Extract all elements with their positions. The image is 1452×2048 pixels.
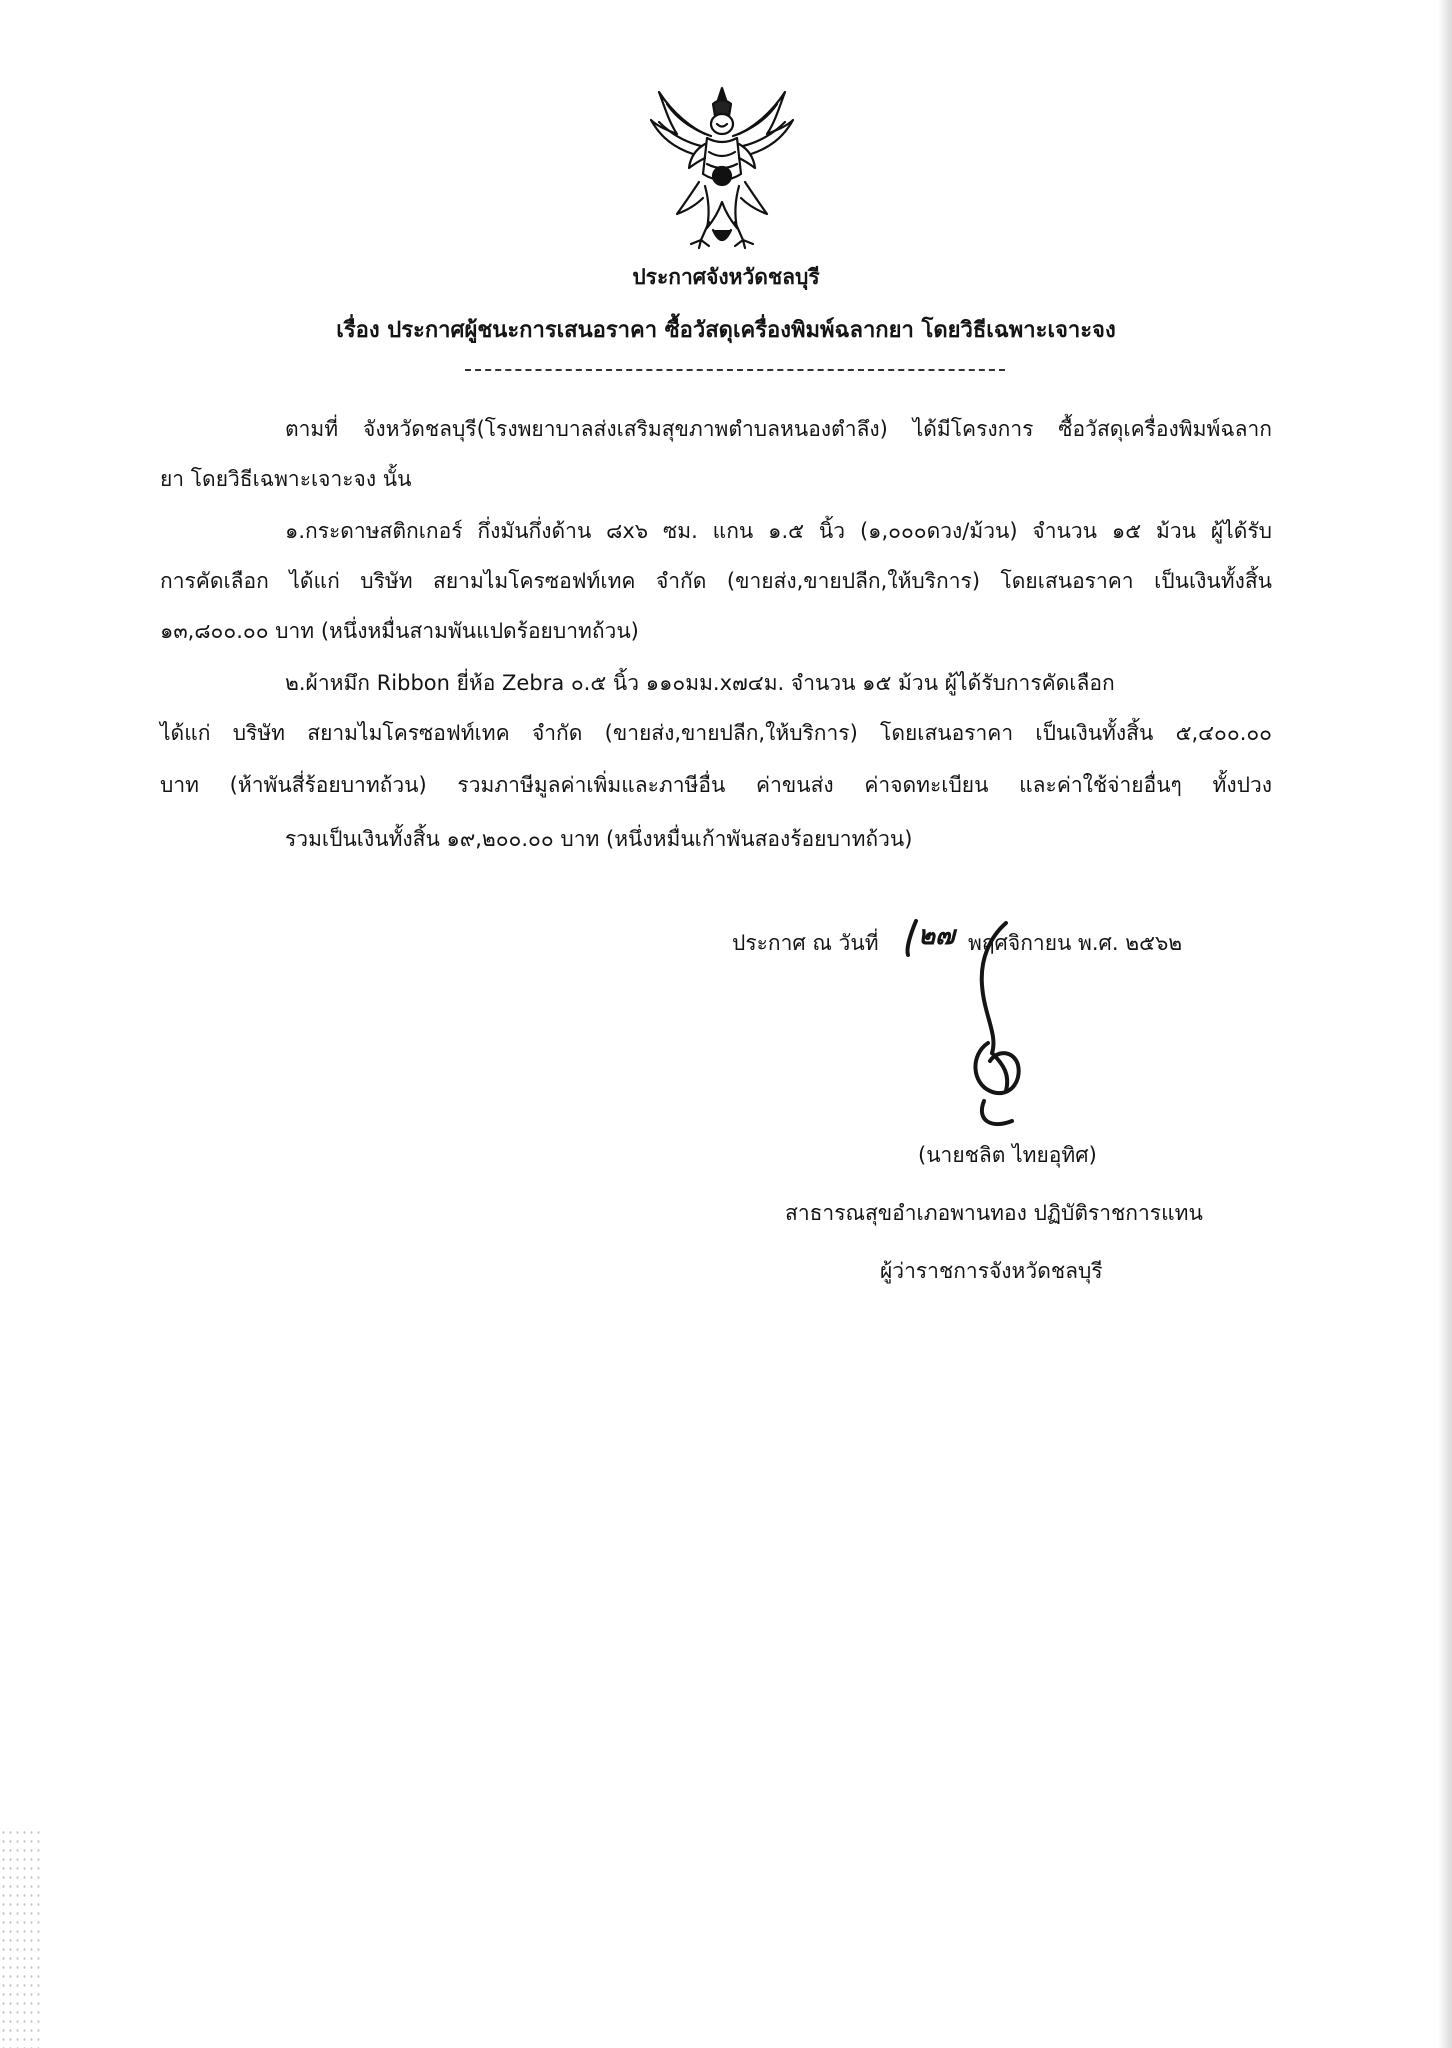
item2-line-3: บาท (ห้าพันสี่ร้อยบาทถ้วน) รวมภาษีมูลค่าเพิ่มและภาษีอื่น ค่าขนส่ง ค่าจดทะเบียน และค่าใช้จ่ายอื่นๆ ทั้งปวง	[160, 773, 1272, 797]
signatory-name: (นายชลิต ไทยอุทิศ)	[918, 1143, 1097, 1167]
dateline-day: ๒๗	[918, 921, 955, 951]
item1-line-1: ๑.กระดาษสติกเกอร์ กึ่งมันกึ่งด้าน ๘x๖ ซม. แกน ๑.๕ นิ้ว (๑,๐๐๐ดวง/ม้วน) จำนวน ๑๕ ม้วน ผู้ได้รับ	[285, 519, 1272, 543]
intro-line-1: ตามที่ จังหวัดชลบุรี(โรงพยาบาลส่งเสริมสุขภาพตำบลหนองตำลึง) ได้มีโครงการ ซื้อวัสดุเครื่องพิมพ์ฉลาก	[285, 417, 1272, 441]
header-divider	[465, 369, 1005, 371]
dateline-month-year: พฤศจิกายน พ.ศ. ๒๕๖๒	[968, 931, 1183, 955]
handwritten-signature	[880, 915, 1100, 1145]
item1-line-3: ๑๓,๘๐๐.๐๐ บาท (หนึ่งหมื่นสามพันแปดร้อยบาทถ้วน)	[160, 619, 639, 643]
page-edge-shadow	[1438, 0, 1452, 2048]
item1-line-2: การคัดเลือก ได้แก่ บริษัท สยามไมโครซอฟท์เทค จำกัด (ขายส่ง,ขายปลีก,ให้บริการ) โดยเสนอราคา เป็นเงินทั้งสิ้น	[160, 569, 1272, 593]
signatory-position: สาธารณสุขอำเภอพานทอง ปฏิบัติราชการแทน	[785, 1201, 1203, 1225]
dateline-prefix: ประกาศ ณ วันที่	[732, 931, 879, 955]
item2-line-1: ๒.ผ้าหมึก Ribbon ยี่ห้อ Zebra ๐.๕ นิ้ว ๑๑๐มม.x๗๔ม. จำนวน ๑๕ ม้วน ผู้ได้รับการคัดเลือก	[285, 671, 1115, 695]
subject-line: เรื่อง ประกาศผู้ชนะการเสนอราคา ซื้อวัสดุเครื่องพิมพ์ฉลากยา โดยวิธีเฉพาะเจาะจง	[336, 318, 1116, 343]
total-amount: รวมเป็นเงินทั้งสิ้น ๑๙,๒๐๐.๐๐ บาท (หนึ่งหมื่นเก้าพันสองร้อยบาทถ้วน)	[285, 827, 913, 851]
scan-speckle	[0, 1828, 40, 2048]
signatory-on-behalf: ผู้ว่าราชการจังหวัดชลบุรี	[880, 1259, 1103, 1283]
issuer-title: ประกาศจังหวัดชลบุรี	[632, 265, 820, 289]
garuda-emblem-icon	[647, 82, 797, 252]
intro-line-2: ยา โดยวิธีเฉพาะเจาะจง นั้น	[160, 467, 412, 491]
item2-line-2: ได้แก่ บริษัท สยามไมโครซอฟท์เทค จำกัด (ขายส่ง,ขายปลีก,ให้บริการ) โดยเสนอราคา เป็นเงินทั้งสิ้น ๕,๔๐๐.๐๐	[160, 721, 1272, 745]
